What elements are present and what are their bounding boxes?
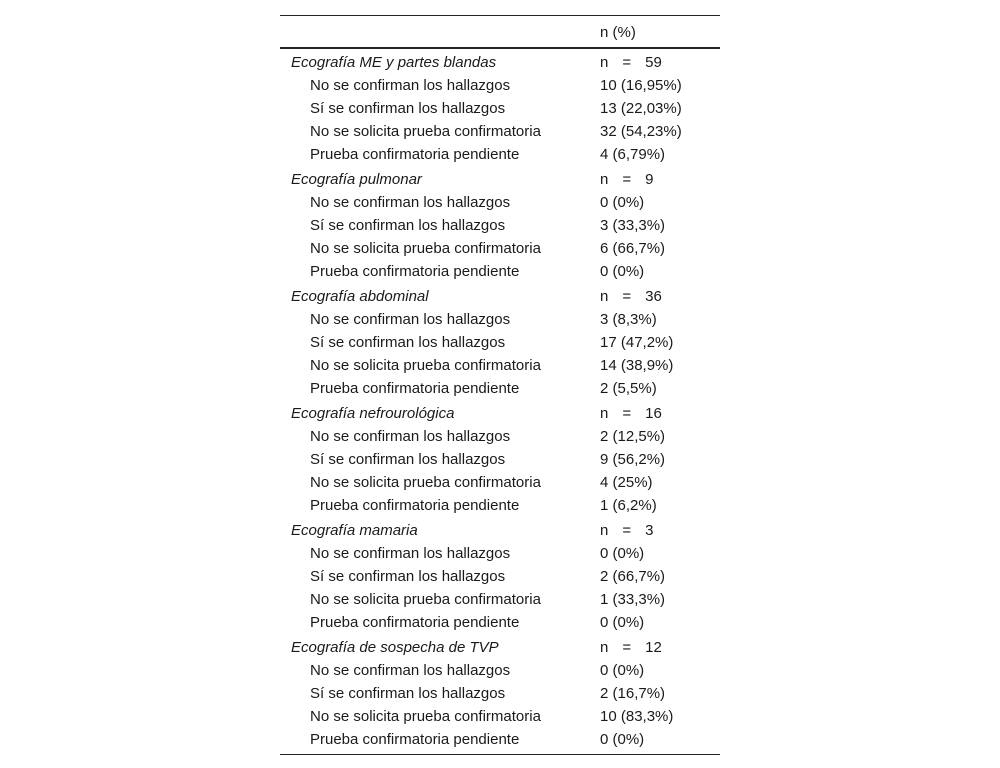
row-label: No se solicita prueba confirmatoria bbox=[310, 708, 541, 725]
row-label: Sí se confirman los hallazgos bbox=[310, 334, 506, 351]
n-value: 9 bbox=[645, 171, 654, 188]
equals-sign: = bbox=[622, 639, 632, 656]
table-row bbox=[280, 97, 720, 120]
row-label: Prueba confirmatoria pendiente bbox=[310, 614, 520, 631]
row-value: 2 (12,5%) bbox=[600, 428, 666, 445]
equals-sign: = bbox=[622, 522, 632, 539]
table-row bbox=[280, 705, 720, 728]
row-value: 0 (0%) bbox=[600, 614, 645, 631]
section-title: Ecografía pulmonar bbox=[291, 171, 422, 188]
row-label: No se confirman los hallazgos bbox=[310, 194, 511, 211]
table-row bbox=[280, 120, 720, 143]
table-row bbox=[280, 308, 720, 331]
section-row bbox=[280, 519, 720, 542]
table-row bbox=[280, 354, 720, 377]
row-label: Sí se confirman los hallazgos bbox=[310, 100, 506, 117]
row-label: Sí se confirman los hallazgos bbox=[310, 451, 506, 468]
section-row bbox=[280, 402, 720, 425]
row-label: No se confirman los hallazgos bbox=[310, 428, 511, 445]
row-label: Sí se confirman los hallazgos bbox=[310, 685, 506, 702]
section-title: Ecografía abdominal bbox=[291, 288, 429, 305]
row-value: 32 (54,23%) bbox=[600, 123, 682, 140]
n-label: n bbox=[600, 522, 609, 539]
table-row bbox=[280, 565, 720, 588]
header-col2: n (%) bbox=[600, 24, 636, 41]
equals-sign: = bbox=[622, 54, 632, 71]
row-label: No se solicita prueba confirmatoria bbox=[310, 357, 541, 374]
row-value: 0 (0%) bbox=[600, 731, 645, 748]
section-title: Ecografía ME y partes blandas bbox=[291, 54, 497, 71]
row-label: Prueba confirmatoria pendiente bbox=[310, 380, 520, 397]
table-row bbox=[280, 237, 720, 260]
row-label: No se solicita prueba confirmatoria bbox=[310, 240, 541, 257]
row-label: No se confirman los hallazgos bbox=[310, 662, 511, 679]
row-value: 2 (5,5%) bbox=[600, 380, 657, 397]
row-label: Prueba confirmatoria pendiente bbox=[310, 731, 520, 748]
row-label: Prueba confirmatoria pendiente bbox=[310, 146, 520, 163]
row-value: 6 (66,7%) bbox=[600, 240, 666, 257]
n-value: 12 bbox=[645, 639, 662, 656]
table-row bbox=[280, 728, 720, 751]
n-label: n bbox=[600, 288, 609, 305]
n-value: 16 bbox=[645, 405, 662, 422]
row-label: Prueba confirmatoria pendiente bbox=[310, 263, 520, 280]
row-value: 0 (0%) bbox=[600, 545, 645, 562]
row-value: 4 (25%) bbox=[600, 474, 653, 491]
row-value: 2 (16,7%) bbox=[600, 685, 666, 702]
table-row bbox=[280, 471, 720, 494]
table-row bbox=[280, 542, 720, 565]
n-label: n bbox=[600, 54, 609, 71]
section-count bbox=[600, 285, 662, 308]
equals-sign: = bbox=[622, 288, 632, 305]
section-row bbox=[280, 285, 720, 308]
table-row bbox=[280, 448, 720, 471]
section-count bbox=[600, 636, 662, 659]
n-value: 36 bbox=[645, 288, 662, 305]
section-row bbox=[280, 51, 720, 74]
row-label: No se confirman los hallazgos bbox=[310, 311, 511, 328]
row-label: No se confirman los hallazgos bbox=[310, 545, 511, 562]
row-label: Sí se confirman los hallazgos bbox=[310, 568, 506, 585]
row-value: 4 (6,79%) bbox=[600, 146, 666, 163]
row-value: 10 (16,95%) bbox=[600, 77, 682, 94]
row-value: 1 (6,2%) bbox=[600, 497, 657, 514]
row-label: No se solicita prueba confirmatoria bbox=[310, 591, 541, 608]
row-value: 3 (8,3%) bbox=[600, 311, 657, 328]
table-row bbox=[280, 260, 720, 283]
table-row bbox=[280, 494, 720, 517]
row-value: 17 (47,2%) bbox=[600, 334, 674, 351]
section-row bbox=[280, 636, 720, 659]
table-row bbox=[280, 214, 720, 237]
row-label: No se confirman los hallazgos bbox=[310, 77, 511, 94]
table-row bbox=[280, 143, 720, 166]
n-label: n bbox=[600, 405, 609, 422]
section-count bbox=[600, 51, 662, 74]
row-label: No se solicita prueba confirmatoria bbox=[310, 123, 541, 140]
section-title: Ecografía de sospecha de TVP bbox=[291, 639, 499, 656]
equals-sign: = bbox=[622, 171, 632, 188]
n-value: 59 bbox=[645, 54, 662, 71]
row-value: 3 (33,3%) bbox=[600, 217, 666, 234]
table-header bbox=[280, 16, 720, 49]
n-label: n bbox=[600, 171, 609, 188]
row-value: 2 (66,7%) bbox=[600, 568, 666, 585]
row-label: No se solicita prueba confirmatoria bbox=[310, 474, 541, 491]
row-value: 0 (0%) bbox=[600, 662, 645, 679]
row-value: 14 (38,9%) bbox=[600, 357, 674, 374]
row-value: 10 (83,3%) bbox=[600, 708, 674, 725]
row-value: 0 (0%) bbox=[600, 263, 645, 280]
table-row bbox=[280, 682, 720, 705]
table-body bbox=[280, 49, 720, 754]
row-value: 0 (0%) bbox=[600, 194, 645, 211]
table-row bbox=[280, 377, 720, 400]
equals-sign: = bbox=[622, 405, 632, 422]
results-table bbox=[280, 15, 720, 755]
row-label: Prueba confirmatoria pendiente bbox=[310, 497, 520, 514]
section-title: Ecografía mamaria bbox=[291, 522, 418, 539]
table-row bbox=[280, 331, 720, 354]
table-row bbox=[280, 191, 720, 214]
section-count bbox=[600, 402, 662, 425]
table-row bbox=[280, 74, 720, 97]
n-label: n bbox=[600, 639, 609, 656]
section-count bbox=[600, 168, 653, 191]
section-count bbox=[600, 519, 653, 542]
section-title: Ecografía nefrourológica bbox=[291, 405, 455, 422]
table-row bbox=[280, 659, 720, 682]
row-value: 1 (33,3%) bbox=[600, 591, 666, 608]
table-row bbox=[280, 588, 720, 611]
row-value: 13 (22,03%) bbox=[600, 100, 682, 117]
table-row bbox=[280, 611, 720, 634]
section-row bbox=[280, 168, 720, 191]
table-row bbox=[280, 425, 720, 448]
row-label: Sí se confirman los hallazgos bbox=[310, 217, 506, 234]
row-value: 9 (56,2%) bbox=[600, 451, 666, 468]
n-value: 3 bbox=[645, 522, 654, 539]
